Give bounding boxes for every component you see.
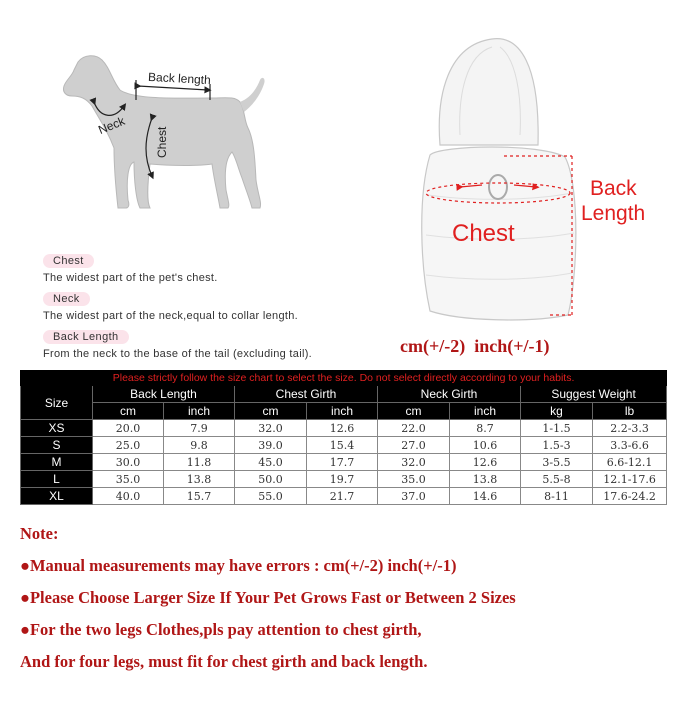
table-cell: 17.6-24.2	[593, 488, 667, 505]
table-cell: 7.9	[164, 420, 235, 437]
unit-header: inch	[307, 403, 378, 420]
definition-term: Chest	[43, 254, 94, 268]
table-cell: 3.3-6.6	[593, 437, 667, 454]
unit-header: cm	[235, 403, 307, 420]
coat-back-length-label-line2: Length	[581, 202, 646, 225]
table-cell: 40.0	[93, 488, 164, 505]
unit-header: cm	[93, 403, 164, 420]
group-header-back-length: Back Length	[93, 386, 235, 403]
table-group-header-row	[21, 386, 667, 403]
group-header-chest-girth: Chest Girth	[235, 386, 378, 403]
table-cell: 9.8	[164, 437, 235, 454]
table-cell: 32.0	[378, 454, 450, 471]
table-banner: Please strictly follow the size chart to select the size. Do not select directly according to your habits.	[21, 371, 667, 386]
size-label: S	[21, 437, 93, 454]
table-row	[21, 420, 667, 437]
table-cell: 35.0	[378, 471, 450, 488]
diagram-neck-label: Neck	[96, 113, 127, 137]
table-cell: 12.6	[450, 454, 521, 471]
table-cell: 13.8	[164, 471, 235, 488]
diagram-back-length-label: Back length	[147, 69, 212, 88]
table-cell: 3-5.5	[521, 454, 593, 471]
table-cell: 30.0	[93, 454, 164, 471]
table-cell: 55.0	[235, 488, 307, 505]
note-line: ●Manual measurements may have errors : cm(+/-2) inch(+/-1)	[20, 556, 457, 575]
table-cell: 14.6	[450, 488, 521, 505]
table-cell: 45.0	[235, 454, 307, 471]
tolerance-note: cm(+/-2) inch(+/-1)	[400, 336, 550, 356]
unit-header: kg	[521, 403, 593, 420]
notes-title: Note:	[20, 524, 59, 543]
definition-text: The widest part of the neck,equal to collar length.	[43, 310, 298, 322]
table-cell: 8-11	[521, 488, 593, 505]
table-cell: 15.4	[307, 437, 378, 454]
table-cell: 17.7	[307, 454, 378, 471]
table-cell: 2.2-3.3	[593, 420, 667, 437]
dog-measurement-diagram	[40, 40, 280, 240]
table-cell: 21.7	[307, 488, 378, 505]
table-row	[21, 488, 667, 505]
table-cell: 15.7	[164, 488, 235, 505]
size-label: L	[21, 471, 93, 488]
note-line: ●For the two legs Clothes,pls pay attention to chest girth,	[20, 620, 422, 639]
note-line: ●Please Choose Larger Size If Your Pet Grows Fast or Between 2 Sizes	[20, 588, 516, 607]
table-cell: 50.0	[235, 471, 307, 488]
size-label: M	[21, 454, 93, 471]
table-cell: 12.1-17.6	[593, 471, 667, 488]
table-cell: 5.5-8	[521, 471, 593, 488]
table-cell: 32.0	[235, 420, 307, 437]
table-cell: 1-1.5	[521, 420, 593, 437]
coat-hood	[439, 39, 538, 145]
definition-term: Neck	[43, 292, 90, 306]
unit-header: inch	[450, 403, 521, 420]
table-cell: 37.0	[378, 488, 450, 505]
diagram-chest-label: Chest	[155, 126, 169, 158]
group-header-neck-girth: Neck Girth	[378, 386, 521, 403]
table-cell: 19.7	[307, 471, 378, 488]
table-cell: 10.6	[450, 437, 521, 454]
table-cell: 20.0	[93, 420, 164, 437]
definition-term: Back Length	[43, 330, 129, 344]
table-cell: 13.8	[450, 471, 521, 488]
table-banner-row	[21, 371, 667, 386]
table-cell: 39.0	[235, 437, 307, 454]
size-column-header: Size	[21, 386, 93, 420]
table-row	[21, 471, 667, 488]
definition-chest	[43, 251, 218, 284]
definition-text: From the neck to the base of the tail (excluding tail).	[43, 348, 313, 360]
group-header-suggest-weight: Suggest Weight	[521, 386, 667, 403]
definition-text: The widest part of the pet's chest.	[43, 272, 218, 284]
table-cell: 8.7	[450, 420, 521, 437]
size-chart-table	[20, 370, 667, 505]
coat-chest-label: Chest	[452, 220, 515, 247]
size-label: XL	[21, 488, 93, 505]
table-unit-header-row	[21, 403, 667, 420]
definition-neck	[43, 289, 298, 322]
size-label: XS	[21, 420, 93, 437]
unit-header: lb	[593, 403, 667, 420]
table-cell: 12.6	[307, 420, 378, 437]
definition-back-length	[43, 327, 312, 360]
table-cell: 22.0	[378, 420, 450, 437]
unit-header: cm	[378, 403, 450, 420]
coat-measurement-diagram	[400, 25, 670, 330]
table-row	[21, 454, 667, 471]
table-cell: 35.0	[93, 471, 164, 488]
table-cell: 27.0	[378, 437, 450, 454]
coat-back-length-label-line1: Back	[590, 177, 637, 200]
unit-header: inch	[164, 403, 235, 420]
table-cell: 6.6-12.1	[593, 454, 667, 471]
note-line: And for four legs, must fit for chest girth and back length.	[20, 652, 428, 671]
table-cell: 1.5-3	[521, 437, 593, 454]
table-cell: 11.8	[164, 454, 235, 471]
table-cell: 25.0	[93, 437, 164, 454]
table-row	[21, 437, 667, 454]
